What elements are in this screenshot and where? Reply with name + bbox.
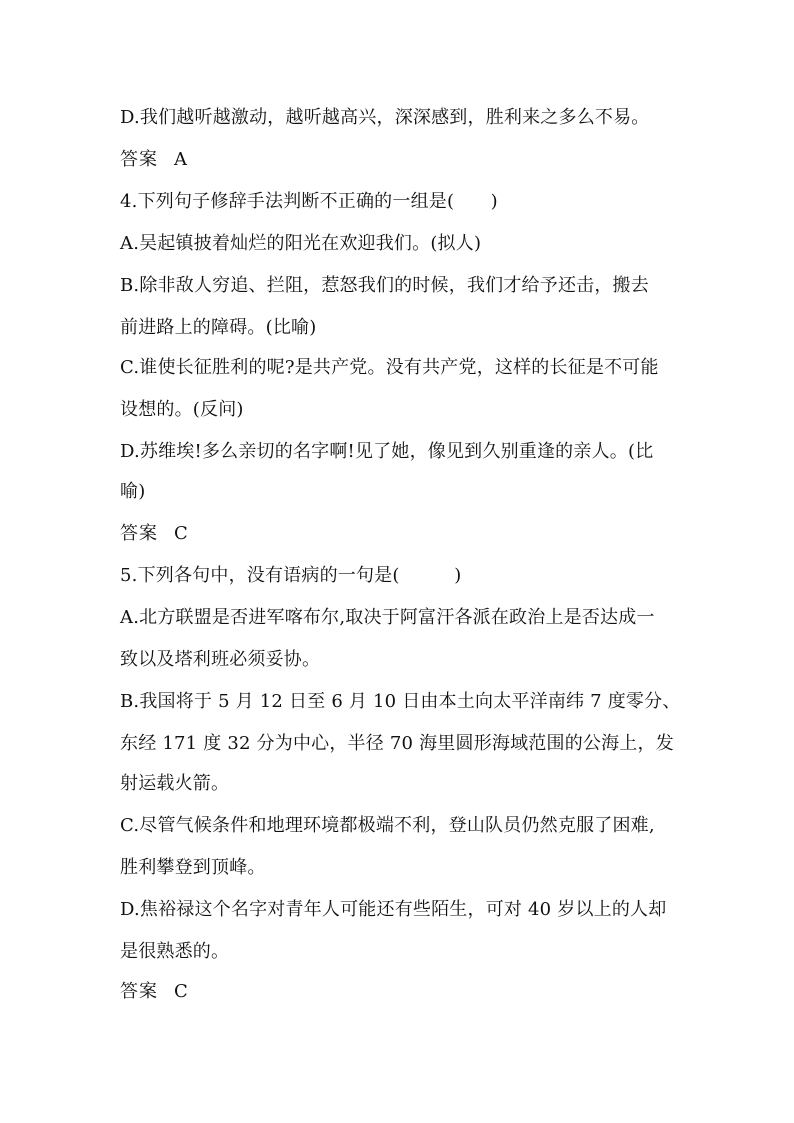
q5-option-b-line2: 东经 171 度 32 分为中心，半径 70 海里圆形海域范围的公海上，发 bbox=[120, 733, 674, 754]
q4-answer bbox=[120, 522, 188, 546]
q5-stem: 5.下列各句中，没有语病的一句是( ) bbox=[120, 565, 462, 586]
q4-option-d-line2: 喻) bbox=[120, 481, 146, 502]
q5-option-a-line1: A.北方联盟是否进军喀布尔,取决于阿富汗各派在政治上是否达成一 bbox=[120, 607, 655, 628]
q4-option-b-line2: 前进路上的障碍。(比喻) bbox=[120, 317, 317, 338]
answer-label: 答案 bbox=[120, 981, 158, 1002]
q3-answer bbox=[120, 148, 187, 172]
q5-option-d-line2: 是很熟悉的。 bbox=[120, 941, 230, 962]
answer-value: C bbox=[174, 523, 188, 544]
q4-option-c-line1: C.谁使长征胜利的呢?是共产党。没有共产党，这样的长征是不可能 bbox=[120, 357, 659, 378]
q5-answer bbox=[120, 980, 188, 1004]
q4-option-d-line1: D.苏维埃!多么亲切的名字啊!见了她，像见到久别重逢的亲人。(比 bbox=[120, 441, 654, 462]
q5-option-c-line1: C.尽管气候条件和地理环境都极端不利，登山队员仍然克服了困难, bbox=[120, 815, 655, 836]
answer-label: 答案 bbox=[120, 149, 158, 170]
answer-value: C bbox=[174, 981, 188, 1002]
q5-option-d-line1: D.焦裕禄这个名字对青年人可能还有些陌生，可对 40 岁以上的人却 bbox=[120, 899, 667, 920]
q5-option-b-line3: 射运载火箭。 bbox=[120, 773, 230, 794]
q4-option-b-line1: B.除非敌人穷追、拦阻，惹怒我们的时候，我们才给予还击，搬去 bbox=[120, 275, 649, 296]
q4-option-c-line2: 设想的。(反问) bbox=[120, 399, 244, 420]
q4-stem: 4.下列句子修辞手法判断不正确的一组是( ) bbox=[120, 191, 498, 212]
q3-option-d: D.我们越听越激动，越听越高兴，深深感到，胜利来之多么不易。 bbox=[120, 107, 650, 128]
q5-option-b-line1: B.我国将于 5 月 12 日至 6 月 10 日由本土向太平洋南纬 7 度零分、 bbox=[120, 691, 681, 712]
q4-option-a: A.吴起镇披着灿烂的阳光在欢迎我们。(拟人) bbox=[120, 233, 482, 254]
q5-option-a-line2: 致以及塔利班必须妥协。 bbox=[120, 649, 321, 670]
answer-label: 答案 bbox=[120, 523, 158, 544]
q5-option-c-line2: 胜利攀登到顶峰。 bbox=[120, 857, 266, 878]
answer-value: A bbox=[174, 149, 188, 170]
